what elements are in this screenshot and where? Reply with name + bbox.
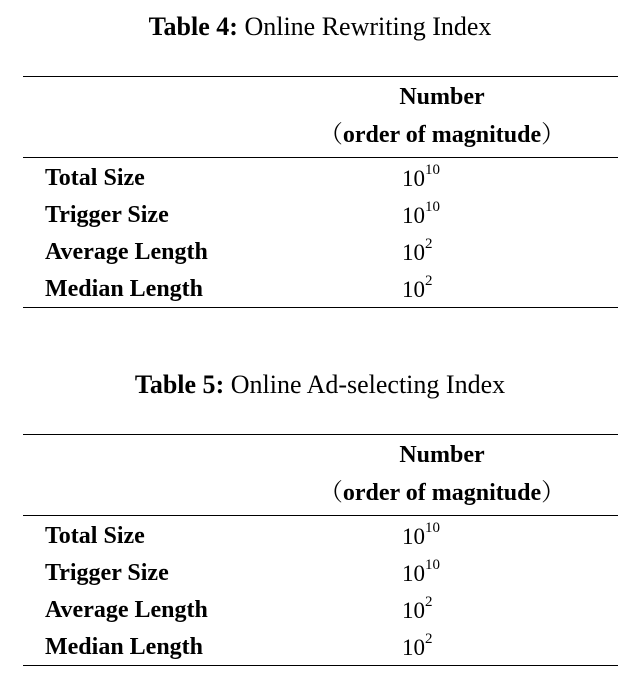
table-caption-separator: : (229, 12, 238, 41)
value-exponent: 2 (425, 236, 433, 252)
header-unit-text: order of magnitude (342, 480, 542, 506)
table-caption-number: Table 5 (134, 370, 216, 399)
row-value (402, 197, 440, 238)
column-header-number: Number (399, 84, 485, 110)
row-label: Total Size (45, 165, 145, 191)
column-header-unit (300, 477, 584, 509)
header-open-paren: （ (318, 122, 343, 148)
table-bottom-rule (23, 307, 618, 308)
table-row (0, 592, 640, 629)
value-exponent: 2 (425, 594, 433, 610)
value-base: 10 (402, 203, 425, 228)
table-row (0, 197, 640, 234)
table-top-rule (23, 76, 618, 77)
header-unit-text: order of magnitude (342, 122, 542, 148)
value-base: 10 (402, 166, 425, 191)
row-label: Trigger Size (45, 202, 169, 228)
value-base: 10 (402, 240, 425, 265)
table-row (0, 629, 640, 666)
row-value (402, 271, 433, 312)
table-row (0, 518, 640, 555)
table-caption-title: Online Ad-selecting Index (224, 370, 506, 399)
table-caption (0, 10, 640, 44)
value-exponent: 10 (425, 162, 440, 178)
row-value (402, 518, 440, 559)
table-bottom-rule (23, 665, 618, 666)
table-caption-title: Online Rewriting Index (237, 12, 492, 41)
table-caption-separator: : (215, 370, 225, 399)
value-base: 10 (402, 524, 425, 549)
row-label: Median Length (45, 276, 204, 302)
row-value (402, 160, 440, 201)
value-base: 10 (402, 635, 425, 660)
header-close-paren: ） (541, 480, 566, 506)
column-header-unit (300, 119, 584, 151)
table-header-rule (23, 515, 618, 516)
table-caption-number: Table 4 (148, 12, 230, 41)
row-value (402, 234, 433, 275)
table-top-rule (23, 434, 618, 435)
table-header-rule (23, 157, 618, 158)
row-label: Median Length (45, 634, 204, 660)
value-exponent: 10 (425, 520, 440, 536)
row-value (402, 555, 440, 596)
row-label: Total Size (45, 523, 145, 549)
row-label: Average Length (45, 597, 208, 623)
row-value (402, 592, 433, 633)
value-exponent: 2 (425, 631, 433, 647)
table-row (0, 160, 640, 197)
value-base: 10 (402, 277, 425, 302)
value-base: 10 (402, 598, 425, 623)
table-caption (0, 368, 640, 402)
row-label: Trigger Size (45, 560, 169, 586)
column-header-number: Number (399, 442, 485, 468)
table-row (0, 271, 640, 308)
value-exponent: 2 (425, 273, 433, 289)
row-label: Average Length (45, 239, 208, 265)
value-exponent: 10 (425, 557, 440, 573)
value-base: 10 (402, 561, 425, 586)
header-close-paren: ） (541, 122, 566, 148)
header-open-paren: （ (318, 480, 343, 506)
value-exponent: 10 (425, 199, 440, 215)
row-value (402, 629, 433, 670)
table-row (0, 555, 640, 592)
table-row (0, 234, 640, 271)
